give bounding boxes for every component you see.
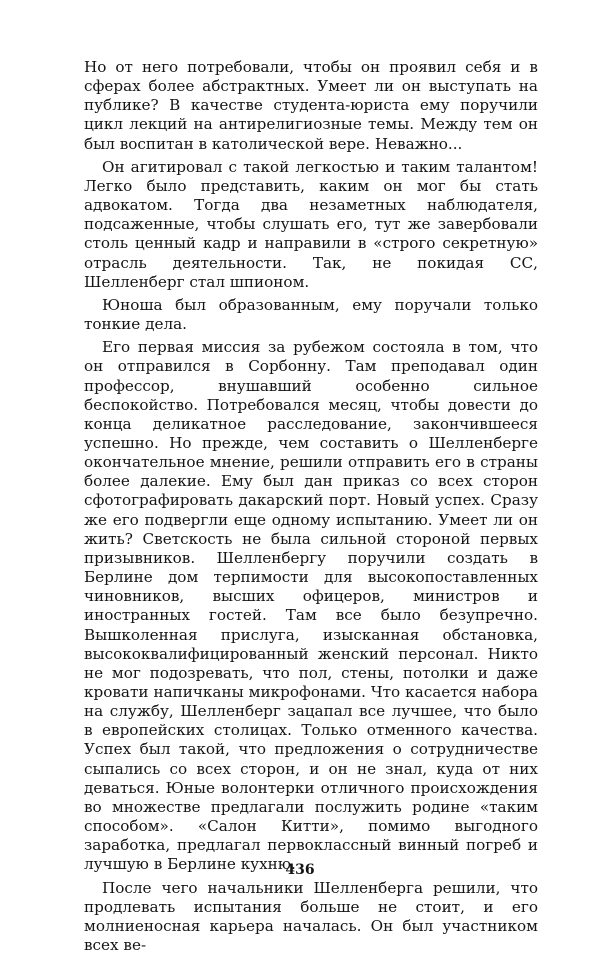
paragraph-4: Его первая миссия за рубежом состояла в том, что он отправился в Сорбонну. Там преподавал один профессор, внушавший особенно сильное беспокойство. Потребовался месяц, чтобы довести до конца деликатное расследование, закончившееся успешно. Но прежде, чем составить о Шелленберге окончательное мнение, решили отправить его в страны более далекие. Ему был дан приказ со всех сторон сфотографировать дакарский порт. Новый успех. Сразу же его подвергли еще одному испытанию. Умеет ли он жить? Светскость не была сильной стороной первых призывников. Шелленбергу поручили создать в Берлине дом терпимости для высокопоставленных чиновников, высших офицеров, министров и иностранных гостей. Там все было безупречно. Вышколенная прислуга, изысканная обстановка, высококвалифицированный женский персонал. Никто не мог подозревать, что пол, стены, потолки и даже кровати напичканы микрофонами. Что касается набора на службу, Шелленберг зацапал все лучшее, что было в европейских столицах. Только отменного качества. Успех был такой, что предложения о сотрудничестве сыпались со всех сторон, и он не знал, куда от них деваться. Юные волонтерки отличного происхождения во множестве предлагали послужить родине «таким способом». «Салон Китти», помимо выгодного заработка, предлагал первоклассный винный погреб и лучшую в Берлине кухню. <box>84 338 538 874</box>
paragraph-5: После чего начальники Шелленберга решили, что продлевать испытания больше не стоит, и его молниеносная карьера началась. Он был участником всех ве- <box>84 878 538 955</box>
paragraph-3: Юноша был образованным, ему поручали только тонкие дела. <box>84 295 538 334</box>
page-number: 436 <box>285 862 315 878</box>
paragraph-2: Он агитировал с такой легкостью и таким талантом! Легко было представить, каким он мог бы стать адвокатом. Тогда два незаметных наблюдателя, подсаженные, чтобы слушать его, тут же завербовали столь ценный кадр и направили в «строго секретную» отрасль деятельности. Так, не покидая СС, Шелленберг стал шпионом. <box>84 157 538 291</box>
body-text <box>84 58 538 955</box>
paragraph-1: Но от него потребовали, чтобы он проявил себя и в сферах более абстрактных. Умеет ли он выступать на публике? В качестве студента-юриста ему поручили цикл лекций на антирелигиозные темы. Между тем он был воспитан в католической вере. Неважно... <box>84 58 538 153</box>
